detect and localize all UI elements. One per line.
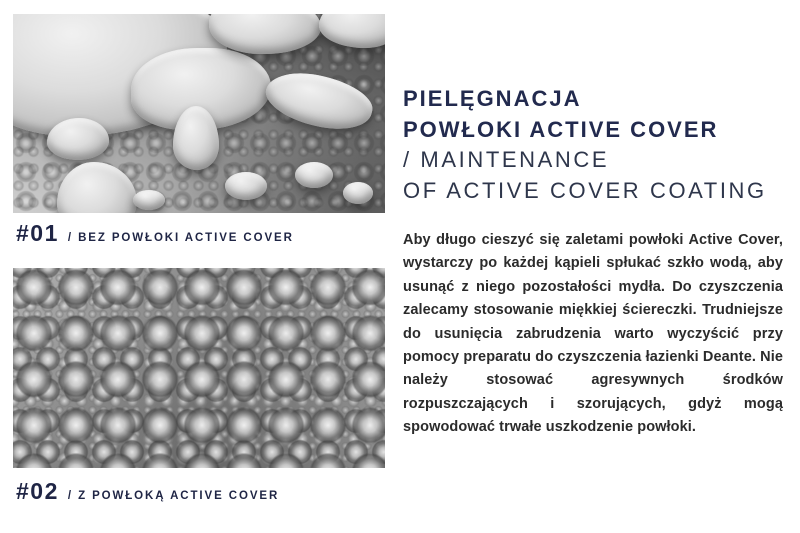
- water-drop: [295, 162, 333, 188]
- water-drop: [225, 172, 267, 200]
- title-polish-line-2: POWŁOKI ACTIVE COVER: [403, 116, 719, 142]
- article-title: [403, 84, 785, 206]
- water-drop: [343, 182, 373, 204]
- figure-without-coating: [13, 14, 385, 213]
- water-drop: [47, 118, 109, 160]
- figure-caption-label: / Z POWŁOKĄ ACTIVE COVER: [67, 490, 280, 502]
- article-body-paragraph: Aby długo cieszyć się zaletami powłoki Active Cover, wystarczy po każdej kąpieli spłukać szkło wodą, aby usunąć z niego pozostałości mydła. Do czyszczenia zalecamy stosowanie miękkiej ściereczki. Trudniejsze do usunięcia zabrudzenia warto wyczyścić przy pomocy preparatu do czyszczenia łazienki Deante. Nie należy stosować agresywnych środków rozpuszczających i szorujących, gdyż mogą spowodować trwałe uszkodzenie powłoki.: [403, 232, 783, 436]
- figure-caption-label: / BEZ POWŁOKI ACTIVE COVER: [67, 232, 294, 244]
- title-english-line-1: / MAINTENANCE: [403, 147, 610, 172]
- title-polish-line-1: PIELĘGNACJA: [403, 86, 582, 111]
- water-drop: [133, 190, 165, 210]
- water-drop: [261, 64, 378, 139]
- figure-caption-02: [16, 478, 279, 505]
- beaded-droplets-photo: [13, 268, 385, 468]
- maintenance-article: [403, 84, 785, 454]
- figure-number: #02: [16, 478, 59, 504]
- figure-with-coating: [13, 268, 385, 468]
- water-smears-photo: [13, 14, 385, 213]
- title-english-line-2: OF ACTIVE COVER COATING: [403, 177, 767, 203]
- water-drop: [57, 162, 137, 213]
- figure-number: #01: [16, 220, 59, 246]
- water-smear: [319, 14, 385, 48]
- figure-caption-01: [16, 220, 294, 247]
